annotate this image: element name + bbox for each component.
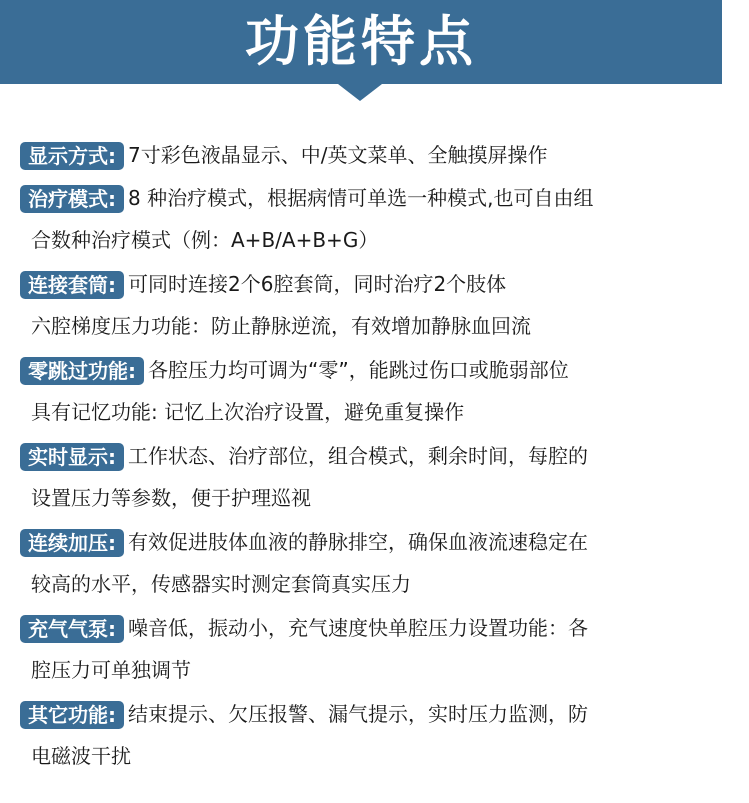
feature-line-continuation: 较高的水平，传感器实时测定套筒真实压力: [31, 572, 411, 596]
feature-label: 充气气泵:: [20, 615, 124, 643]
feature-item-other: [20, 692, 720, 778]
feature-label: 连接套筒:: [20, 271, 124, 299]
feature-line-continuation: 电磁波干扰: [31, 744, 131, 768]
feature-line-continuation: 设置压力等参数，便于护理巡视: [31, 486, 311, 510]
feature-text: 噪音低，振动小，充气速度快单腔压力设置功能：各: [128, 616, 588, 640]
page-title: 功能特点: [245, 10, 477, 73]
feature-label: 治疗模式:: [20, 185, 124, 213]
feature-line-continuation: 腔压力可单独调节: [31, 658, 191, 682]
feature-item-air-pump: [20, 606, 720, 692]
feature-line-continuation: 具有记忆功能: 记忆上次治疗设置，避免重复操作: [31, 400, 465, 424]
feature-text: 有效促进肢体血液的静脉排空，确保血液流速稳定在: [128, 530, 588, 554]
banner-pointer: [338, 84, 382, 101]
feature-text: 结束提示、欠压报警、漏气提示，实时压力监测，防: [128, 702, 588, 726]
feature-label: 连续加压:: [20, 529, 124, 557]
feature-line: [20, 176, 720, 219]
feature-item-display: [20, 133, 720, 176]
feature-label: 其它功能:: [20, 701, 124, 729]
feature-item-continuous-pressure: [20, 520, 720, 606]
feature-line-continuation: 六腔梯度压力功能：防止静脉逆流，有效增加静脉血回流: [31, 314, 531, 338]
feature-text: 8 种治疗模式，根据病情可单选一种模式,也可自由组: [128, 186, 594, 210]
feature-line: [20, 692, 720, 735]
feature-text: 各腔压力均可调为“零”，能跳过伤口或脆弱部位: [148, 358, 569, 382]
feature-text: 可同时连接2个6腔套筒，同时治疗2个肢体: [128, 272, 507, 296]
feature-list: [20, 133, 720, 778]
feature-text: 工作状态、治疗部位，组合模式，剩余时间，每腔的: [128, 444, 588, 468]
feature-item-sleeve-connection: [20, 262, 720, 348]
feature-line: [20, 133, 720, 176]
feature-line: [20, 434, 720, 477]
feature-line-continuation: 合数种治疗模式（例：A+B/A+B+G）: [31, 228, 379, 252]
feature-item-treatment-mode: [20, 176, 720, 262]
feature-label: 实时显示:: [20, 443, 124, 471]
feature-text: 7寸彩色液晶显示、中/英文菜单、全触摸屏操作: [128, 143, 548, 167]
feature-line: [20, 348, 720, 391]
feature-line: [20, 606, 720, 649]
feature-item-zero-skip: [20, 348, 720, 434]
feature-label: 零跳过功能:: [20, 357, 144, 385]
feature-label: 显示方式:: [20, 142, 124, 170]
feature-line: [20, 520, 720, 563]
feature-line: [20, 262, 720, 305]
feature-item-realtime-display: [20, 434, 720, 520]
